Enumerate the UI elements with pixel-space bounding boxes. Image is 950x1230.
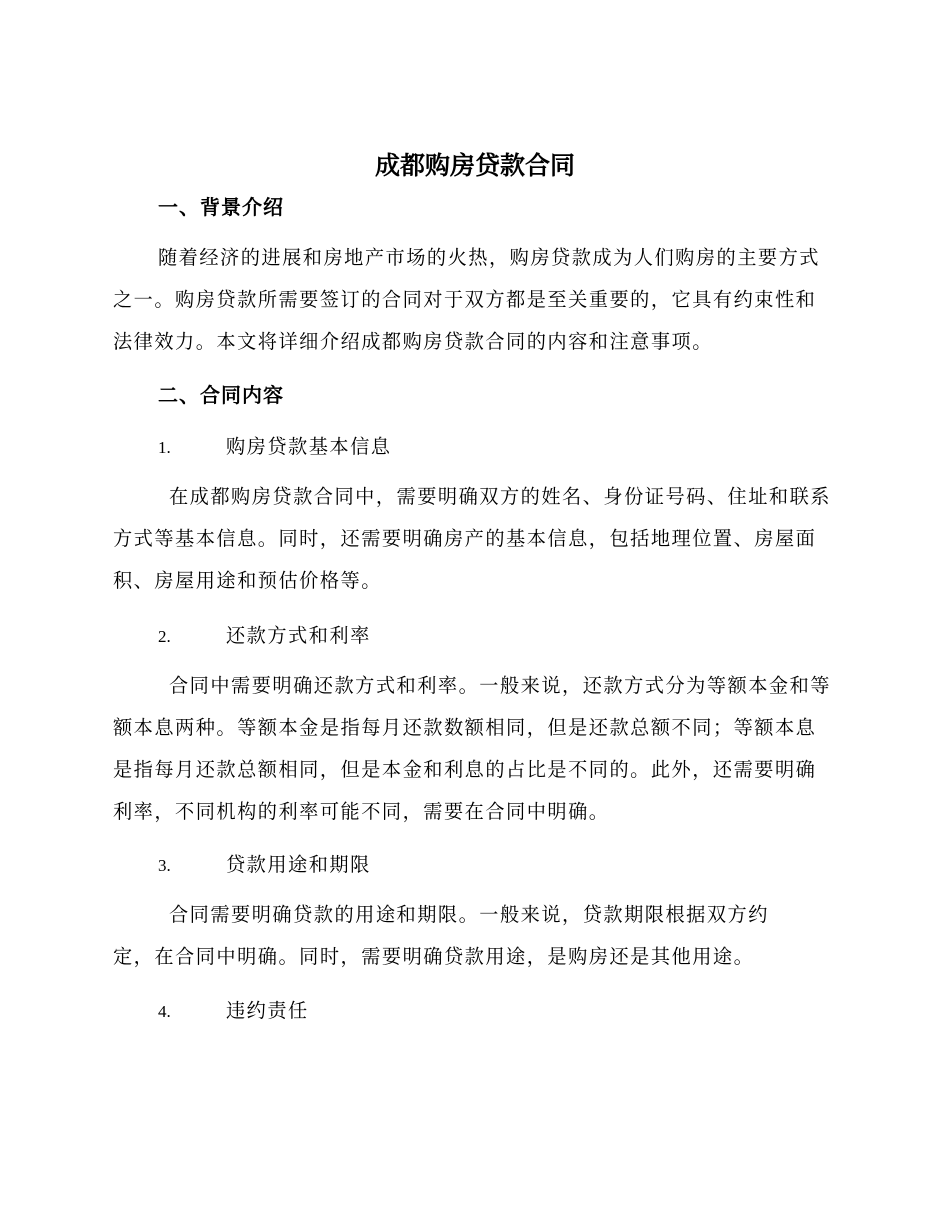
list-item-repayment (158, 622, 371, 650)
list-item-title: 贷款用途和期限 (226, 853, 371, 876)
list-item-number: 4. (158, 1002, 171, 1021)
background-paragraph: 随着经济的进展和房地产市场的火热，购房贷款成为人们购房的主要方式之一。购房贷款所需要签订的合同对于双方都是至关重要的，它具有约束性和法律效力。本文将详细介绍成都购房贷款合同的内容和注意事项。 (113, 246, 820, 353)
list-item-basic-info (158, 433, 392, 461)
list-item-number: 2. (158, 627, 171, 646)
repayment-paragraph: 合同中需要明确还款方式和利率。一般来说，还款方式分为等额本金和等额本息两种。等额本金是指每月还款数额相同，但是还款总额不同；等额本息是指每月还款总额相同，但是本金和利息的占比是不同的。此外，还需要明确利率，不同机构的利率可能不同，需要在合同中明确。 (113, 674, 831, 823)
section-heading-background: 一、背景介绍 (158, 195, 284, 219)
list-item-number: 1. (158, 438, 171, 457)
list-item-number: 3. (158, 856, 171, 875)
list-item-default-liability (158, 997, 309, 1025)
section-heading-contract-content: 二、合同内容 (158, 383, 284, 407)
document-title: 成都购房贷款合同 (374, 151, 575, 180)
list-item-title: 违约责任 (226, 999, 309, 1022)
list-item-title: 还款方式和利率 (226, 624, 371, 647)
list-item-title: 购房贷款基本信息 (226, 435, 392, 458)
loan-purpose-paragraph: 合同需要明确贷款的用途和期限。一般来说，贷款期限根据双方约定，在合同中明确。同时，需要明确贷款用途，是购房还是其他用途。 (113, 903, 769, 968)
list-item-loan-purpose (158, 851, 371, 879)
basic-info-paragraph: 在成都购房贷款合同中，需要明确双方的姓名、身份证号码、住址和联系方式等基本信息。同时，还需要明确房产的基本信息，包括地理位置、房屋面积、房屋用途和预估价格等。 (113, 485, 831, 592)
